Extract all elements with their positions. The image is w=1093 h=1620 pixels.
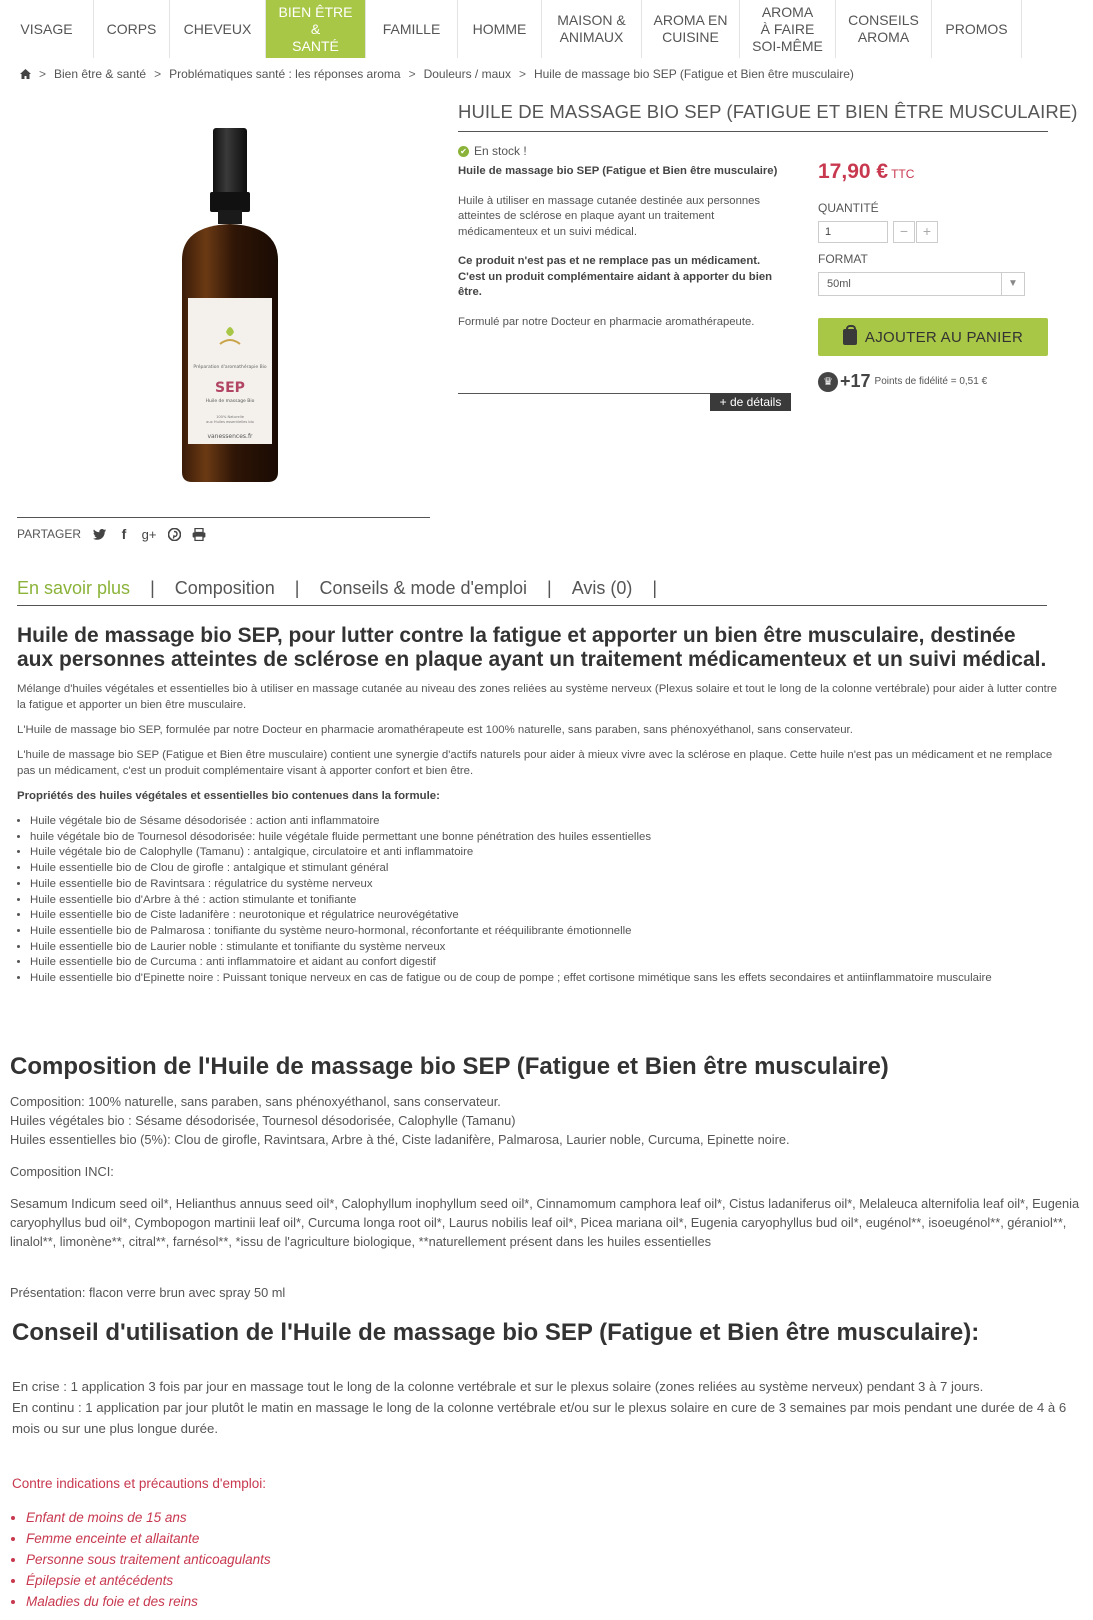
- description-paragraph: L'huile de massage bio SEP (Fatigue et Bien être musculaire) contient une synergie d'actifs naturels pour aider à mieux vivre avec la sclérose en plaque. Cette huile n'est pas un médicament et ne remplace pas un médicament, c'est un produit complémentaire visant à apporter confort et bien être.: [17, 749, 1053, 777]
- contraindications-list: [12, 1507, 712, 1612]
- product-formulated: Formulé par notre Docteur en pharmacie aromathérapeute.: [458, 315, 755, 328]
- usage-heading: Conseil d'utilisation de l'Huile de massage bio SEP (Fatigue et Bien être musculaire):: [12, 1319, 980, 1346]
- tab-composition[interactable]: Composition: [174, 578, 275, 598]
- nav-item[interactable]: AROMA À FAIRE SOI-MÊME: [740, 0, 836, 58]
- loyalty-points: [818, 371, 987, 392]
- breadcrumb-separator: >: [39, 67, 47, 81]
- property-item: • Huile essentielle bio d'Epinette noire : Puissant tonique nerveux en cas de fatigue ou de coup de pompe ; effet cortisone mimétique sans les effets secondaires et antiinflammatoire musculaire: [30, 971, 1057, 987]
- label-site: vanessences.fr: [207, 433, 253, 440]
- product-summary: [458, 164, 778, 344]
- add-to-cart-button[interactable]: [818, 318, 1048, 356]
- inci-label: Composition INCI:: [10, 1164, 114, 1179]
- breadcrumb: [20, 67, 854, 81]
- crown-icon: ♛: [818, 372, 838, 392]
- tab-en-savoir-plus[interactable]: En savoir plus: [17, 578, 131, 598]
- composition-line: Huiles essentielles bio (5%): Clou de girofle, Ravintsara, Arbre à thé, Ciste ladanifère, Palmarosa, Laurier noble, Curcuma, Epinette noire.: [10, 1132, 790, 1147]
- nav-item[interactable]: CONSEILS AROMA: [836, 0, 932, 58]
- tab-conseils[interactable]: Conseils & mode d'emploi: [319, 578, 528, 598]
- add-to-cart-label: AJOUTER AU PANIER: [864, 328, 1024, 346]
- product-name: Huile de massage bio SEP (Fatigue et Bien être musculaire): [458, 165, 778, 177]
- top-navigation: [0, 0, 1093, 58]
- nav-item[interactable]: FAMILLE: [366, 0, 458, 58]
- property-item: • Huile végétale bio de Calophylle (Tamanu) : antalgique, circulatoire et anti inflammatoire: [30, 845, 1057, 861]
- details-divider: [458, 393, 710, 394]
- print-icon[interactable]: [192, 527, 206, 541]
- description-paragraph: Mélange d'huiles végétales et essentielles bio à utiliser en massage cutanée au niveau des zones reliées au système nerveux (Plexus solaire et tout le long de la colonne vertébrale) pour aider à lutter contre la fatigue et apporter un bien être musculaire.: [17, 683, 1057, 711]
- stock-status: [458, 144, 527, 158]
- description-heading: Huile de massage bio SEP, pour lutter contre la fatigue et apporter un bien être musculaire, destinée aux personnes atteintes de sclérose en plaque ayant un traitement médicamenteux et un suivi médical.: [17, 624, 1047, 671]
- breadcrumb-separator: >: [518, 67, 526, 81]
- breadcrumb-separator: >: [408, 67, 416, 81]
- composition-line: Huiles végétales bio : Sésame désodorisée, Tournesol désodorisée, Calophylle (Tamanu): [10, 1113, 516, 1128]
- contraindication-item: • Enfant de moins de 15 ans: [26, 1507, 712, 1528]
- shopping-bag-icon: [843, 329, 857, 345]
- label-brand: SEP: [215, 380, 245, 396]
- tab-separator: |: [547, 578, 552, 598]
- property-item: • Huile essentielle bio de Palmarosa : tonifiante du système neuro-hormonal, réconfortante et rééquilibrante émotionnelle: [30, 924, 1057, 940]
- contraindication-item: • Épilepsie et antécédents: [26, 1570, 712, 1591]
- chevron-down-icon: ▼: [1001, 273, 1024, 295]
- more-details-button[interactable]: + de détails: [710, 393, 791, 411]
- quantity-label: QUANTITÉ: [818, 201, 879, 215]
- properties-title: Propriétés des huiles végétales et essentielles bio contenues dans la formule:: [17, 790, 440, 802]
- composition-line: Composition: 100% naturelle, sans paraben, sans phénoxyéthanol, sans conservateur.: [10, 1094, 501, 1109]
- inci-list: Sesamum Indicum seed oil*, Helianthus annuus seed oil*, Calophyllum inophyllum seed oil*, Cinnamomum camphora leaf oil*, Cistus ladaniferus oil*, Melaleuca alternifolia leaf oil*, Eugenia caryophyllus bud oil*, Cymbopogon martinii leaf oil*, Curcuma longa root oil*, Laurus nobilis leaf oil*, Picea mariana oil*, Eugenia caryophyllus bud oil*, eugénol**, isoeugénol**, géraniol**, linalol**, limonène**, citral**, farnésol**, *issu de l'agriculture biologique, **naturellement présent dans les huiles essentielles: [10, 1196, 1080, 1249]
- label-line4: aux Huiles essentielles bio: [206, 420, 254, 424]
- breadcrumb-separator: >: [154, 67, 162, 81]
- label-line2: Huile de massage Bio: [205, 399, 255, 404]
- share-label: PARTAGER: [17, 527, 82, 541]
- contraindication-item: • Maladies du foie et des reins: [26, 1591, 712, 1612]
- tab-separator: |: [294, 578, 300, 598]
- price-suffix: TTC: [891, 167, 915, 181]
- description-paragraph: L'Huile de massage bio SEP, formulée par notre Docteur en pharmacie aromathérapeute est 100% naturelle, sans paraben, sans phénoxyéthanol, sans conservateur.: [17, 724, 853, 736]
- breadcrumb-link[interactable]: Problématiques santé : les réponses aroma: [169, 67, 401, 81]
- pinterest-icon[interactable]: [167, 527, 181, 541]
- loyalty-points-text: Points de fidélité = 0,51 €: [874, 376, 988, 387]
- usage-section: [12, 1318, 1087, 1439]
- stock-label: En stock !: [474, 144, 527, 158]
- quantity-decrease-button[interactable]: −: [893, 221, 915, 243]
- price: [818, 160, 914, 184]
- share-bar: [17, 527, 206, 541]
- nav-item[interactable]: CORPS: [94, 0, 170, 58]
- property-item: • Huile essentielle bio de Ravintsara : régulatrice du système nerveux: [30, 877, 1057, 893]
- nav-item[interactable]: HOMME: [458, 0, 542, 58]
- properties-list: [17, 814, 1057, 987]
- tab-avis[interactable]: Avis (0): [571, 578, 633, 598]
- twitter-icon[interactable]: [92, 527, 106, 541]
- property-item: • Huile essentielle bio de Ciste ladanifère : neurotonique et régulatrice neurovégétative: [30, 908, 1057, 924]
- nav-item[interactable]: MAISON & ANIMAUX: [542, 0, 642, 58]
- product-title: HUILE DE MASSAGE BIO SEP (FATIGUE ET BIEN ÊTRE MUSCULAIRE): [458, 101, 1078, 122]
- contraindication-item: • Femme enceinte et allaitante: [26, 1528, 712, 1549]
- google-plus-icon[interactable]: g+: [141, 526, 157, 542]
- nav-item[interactable]: PROMOS: [932, 0, 1022, 58]
- contraindications-title: Contre indications et précautions d'emploi:: [12, 1476, 266, 1491]
- home-icon[interactable]: [20, 69, 31, 79]
- nav-item[interactable]: BIEN ÊTRE & SANTÉ: [266, 0, 366, 58]
- price-value: 17,90 €: [818, 160, 889, 183]
- breadcrumb-link[interactable]: Douleurs / maux: [423, 67, 511, 81]
- property-item: • Huile végétale bio de Sésame désodorisée : action anti inflammatoire: [30, 814, 1057, 830]
- title-divider: [458, 131, 1048, 132]
- tab-separator: |: [150, 578, 155, 598]
- quantity-input[interactable]: [818, 221, 888, 243]
- product-tabs: [17, 578, 677, 599]
- nav-item[interactable]: CHEVEUX: [170, 0, 266, 58]
- facebook-icon[interactable]: f: [121, 526, 127, 542]
- contraindication-item: • Personne sous traitement anticoagulants: [26, 1549, 712, 1570]
- contraindications-section: [12, 1476, 712, 1612]
- breadcrumb-link[interactable]: Bien être & santé: [54, 67, 147, 81]
- product-warning: Ce produit n'est pas et ne remplace pas un médicament. C'est un produit complémentaire aidant à apporter du bien être.: [458, 255, 773, 298]
- format-selected-value: 50ml: [827, 278, 851, 290]
- format-label: FORMAT: [818, 252, 868, 266]
- nav-item[interactable]: AROMA EN CUISINE: [642, 0, 740, 58]
- tabs-divider: [17, 605, 1047, 606]
- presentation: Présentation: flacon verre brun avec spray 50 ml: [10, 1285, 286, 1300]
- usage-continuous: En continu : 1 application par jour plutôt le matin en massage le long de la colonne vertébrale et/ou sur le plexus solaire en cure de 3 semaines par mois pendant une durée de 4 à 6 mois ou sur une plus longue durée.: [12, 1400, 1067, 1436]
- property-item: • Huile essentielle bio de Curcuma : anti inflammatoire et aidant au confort digestif: [30, 955, 1057, 971]
- quantity-increase-button[interactable]: +: [916, 221, 938, 243]
- image-divider: [17, 517, 430, 518]
- check-circle-icon: ✔: [458, 146, 469, 157]
- composition-heading: Composition de l'Huile de massage bio SEP (Fatigue et Bien être musculaire): [10, 1053, 889, 1080]
- product-image[interactable]: [30, 100, 430, 500]
- product-short-desc: Huile à utiliser en massage cutanée destinée aux personnes atteintes de sclérose en plaque ayant un traitement médicamenteux et un suivi médical.: [458, 194, 761, 238]
- property-item: • Huile essentielle bio d'Arbre à thé : action stimulante et tonifiante: [30, 893, 1057, 909]
- usage-crisis: En crise : 1 application 3 fois par jour en massage tout le long de la colonne vertébrale et sur le plexus solaire (zones reliées au système nerveux) pendant 3 à 7 jours.: [12, 1379, 984, 1394]
- property-item: • Huile essentielle bio de Clou de girofle : antalgique et stimulant général: [30, 861, 1057, 877]
- label-line1: Préparation d'aromathérapie Bio: [193, 365, 267, 370]
- tab-separator: |: [652, 578, 658, 598]
- nav-item[interactable]: VISAGE: [0, 0, 94, 58]
- breadcrumb-current: Huile de massage bio SEP (Fatigue et Bien être musculaire): [533, 67, 854, 81]
- property-item: • huile végétale bio de Tournesol désodorisée: huile végétale fluide permettant une bonne pénétration des huiles essentielles: [30, 830, 1057, 846]
- composition-section: [10, 1052, 1085, 1302]
- loyalty-points-value: +17: [840, 371, 871, 391]
- property-item: • Huile essentielle bio de Laurier noble : stimulante et tonifiante du système nerveux: [30, 940, 1057, 956]
- format-select[interactable]: [818, 272, 1025, 296]
- description-section: [17, 624, 1057, 987]
- label-line3: 100% Naturelle: [216, 415, 244, 419]
